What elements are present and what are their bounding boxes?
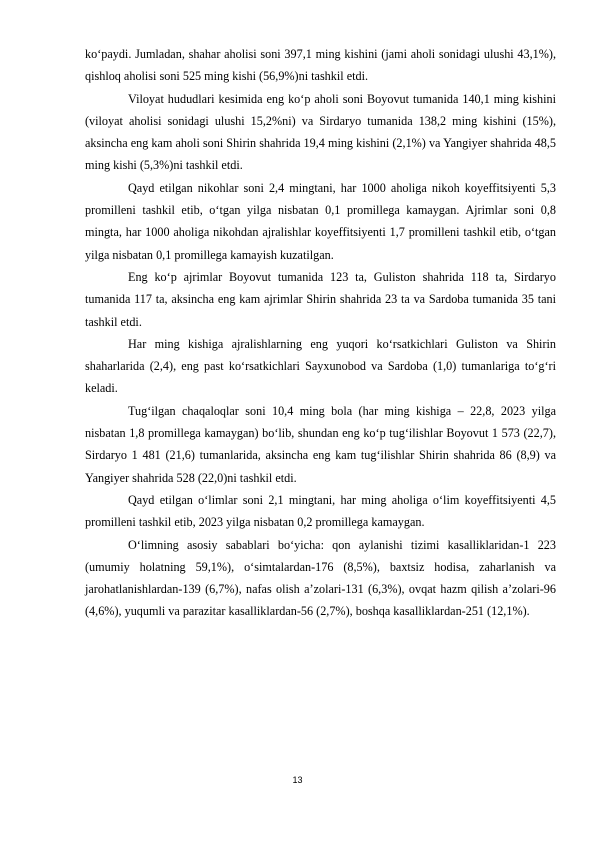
paragraph-deaths: Qayd etilgan o‘limlar soni 2,1 mingtani, har ming aholiga o‘lim koyeffitsiyenti 4,5 promilleni tashkil etib, 2023 yilga nisbatan 0,2 promillega kamaygan. bbox=[85, 492, 556, 530]
page-number: 13 bbox=[292, 775, 303, 785]
paragraph-births: Tug‘ilgan chaqaloqlar soni 10,4 ming bola (har ming kishiga – 22,8, 2023 yilga nisbatan 1,8 promillega kamaygan) bo‘lib, shundan eng ko‘p tug‘ilishlar Boyovut 1 573 (22,7), Sirdaryo 1 481 (21,6) tumanlarida, aksincha eng kam tug‘ilishlar Shirin shahrida 86 (8,9) va Yangiyer shahrida 528 (22,0)ni tashkil etdi. bbox=[85, 403, 556, 485]
body-text bbox=[85, 43, 556, 623]
paragraph-divorce-rates: Har ming kishiga ajralishlarning eng yuqori ko‘rsatkichlari Guliston va Shirin shaharlarida (2,4), eng past ko‘rsatkichlari Sayxunobod va Sardoba (1,0) tumanlariga to‘g‘ri keladi. bbox=[85, 336, 556, 396]
paragraph-causes-of-death: O‘limning asosiy sabablari bo‘yicha: qon aylanishi tizimi kasalliklaridan-1 223 (umumiy holatning 59,1%), o‘simtalardan-176 (8,5%), baxtsiz hodisa, zaharlanish va jarohatlanishlardan-139 (6,7%), nafas olish a’zolari-131 (6,3%), ovqat hazm qilish a’zolari-96 (4,6%), yuqumli va parazitar kasalliklardan-56 (2,7%), boshqa kasalliklardan-251 (12,1%). bbox=[85, 537, 556, 619]
paragraph-population-by-district: Viloyat hududlari kesimida eng ko‘p aholi soni Boyovut tumanida 140,1 ming kishini (viloyat aholisi sonidagi ulushi 15,2%ni) va Sirdaryo tumanida 138,2 ming kishini (15%), aksincha eng kam aholi soni Shirin shahrida 19,4 ming kishini (2,1%) va Yangiyer shahrida 48,5 ming kishi (5,3%)ni tashkil etdi. bbox=[85, 91, 556, 173]
paragraph-marriages-divorces: Qayd etilgan nikohlar soni 2,4 mingtani, har 1000 aholiga nikoh koyeffitsiyenti 5,3 promilleni tashkil etib, o‘tgan yilga nisbatan 0,1 promillega kamaygan. Ajrimlar soni 0,8 mingta, har 1000 aholiga nikohdan ajralishlar koyeffitsiyenti 1,7 promilleni tashkil etib, o‘tgan yilga nisbatan 0,1 promillega kamayish kuzatilgan. bbox=[85, 180, 556, 262]
paragraph-continuation: ko‘paydi. Jumladan, shahar aholisi soni 397,1 ming kishini (jami aholi sonidagi ulushi 43,1%), qishloq aholisi soni 525 ming kishi (56,9%)ni tashkil etdi. bbox=[85, 47, 556, 84]
paragraph-divorces-by-area: Eng ko‘p ajrimlar Boyovut tumanida 123 ta, Guliston shahrida 118 ta, Sirdaryo tumanida 117 ta, aksincha eng kam ajrimlar Shirin shahrida 23 ta va Sardoba tumanida 35 tani tashkil etdi. bbox=[85, 269, 556, 329]
